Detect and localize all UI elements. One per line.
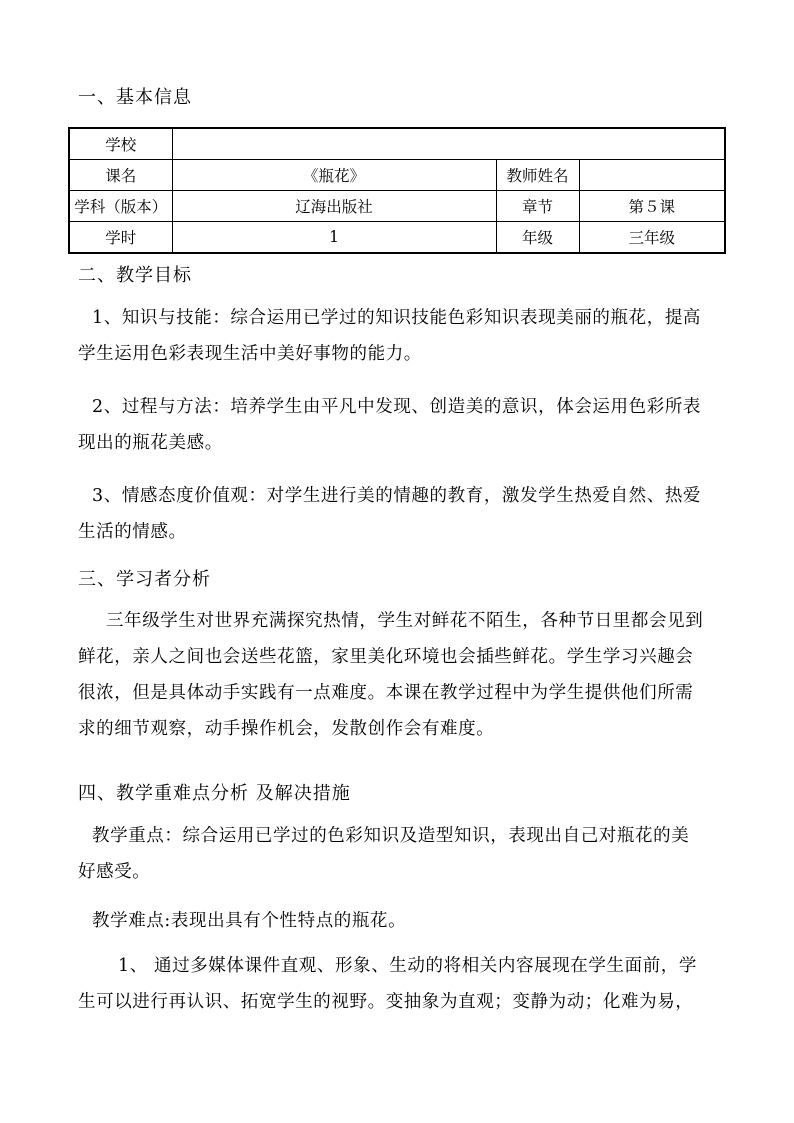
grade-label: 年级 [496,222,579,254]
table-row-course [69,160,725,191]
school-label: 学校 [69,128,172,160]
goal-1-line-1: 1、知识与技能：综合运用已学过的知识技能色彩知识表现美丽的瓶花，提高 [92,308,702,328]
goal-2 [78,389,718,461]
teacher-value [579,160,725,191]
chapter-label: 章节 [496,191,579,222]
basic-info-table [68,127,726,254]
learner-line-1: 三年级学生对世界充满探究热情，学生对鲜花不陌生，各种节日里都会见到 [106,611,704,631]
heading-learner: 三、学习者分析 [78,569,211,590]
key-point-line-1: 教学重点：综合运用已学过的色彩知识及造型知识，表现出自己对瓶花的美 [92,826,690,846]
hours-value: 1 [172,222,496,254]
course-value: 《瓶花》 [172,160,496,191]
subject-value: 辽海出版社 [172,191,496,222]
chapter-value: 第５课 [579,191,725,222]
course-label: 课名 [69,160,172,191]
goal-1 [78,300,718,372]
grade-value: 三年级 [579,222,725,254]
goal-1-line-2: 学生运用色彩表现生活中美好事物的能力。 [78,344,422,364]
learner-line-4: 求的细节观察，动手操作机会，发散创作会有难度。 [78,719,495,739]
school-value [172,128,725,160]
learner-analysis [78,603,718,747]
subject-label: 学科（版本） [69,191,172,222]
table-row-school [69,128,725,160]
key-point [78,818,718,890]
heading-basic-info: 一、基本信息 [78,87,192,108]
goal-3-line-2: 生活的情感。 [78,522,187,542]
goal-3 [78,478,718,550]
hours-label: 学时 [69,222,172,254]
learner-line-2: 鲜花，亲人之间也会送些花篮，家里美化环境也会插些鲜花。学生学习兴趣会 [78,647,694,667]
measure-1 [78,948,718,1020]
measure-1-line-2: 生可以进行再认识、拓宽学生的视野。变抽象为直观；变静为动；化难为易， [78,992,694,1012]
heading-goals: 二、教学目标 [78,265,192,286]
key-point-line-2: 好感受。 [78,862,151,882]
measure-1-line-1: 1、 通过多媒体课件直观、形象、生动的将相关内容展现在学生面前，学 [118,956,697,976]
learner-line-3: 很浓，但是具体动手实践有一点难度。本课在教学过程中为学生提供他们所需 [78,683,694,703]
goal-3-line-1: 3、情感态度价值观：对学生进行美的情趣的教育，激发学生热爱自然、热爱 [92,486,702,506]
difficult-point [78,903,718,939]
goal-2-line-2: 现出的瓶花美感。 [78,433,223,453]
heading-difficulty: 四、教学重难点分析 及解决措施 [78,783,351,804]
table-row-hours [69,222,725,254]
goal-2-line-1: 2、过程与方法：培养学生由平凡中发现、创造美的意识，体会运用色彩所表 [92,397,702,417]
difficult-point-line: 教学难点:表现出具有个性特点的瓶花。 [92,911,407,931]
teacher-label: 教师姓名 [496,160,579,191]
table-row-subject [69,191,725,222]
